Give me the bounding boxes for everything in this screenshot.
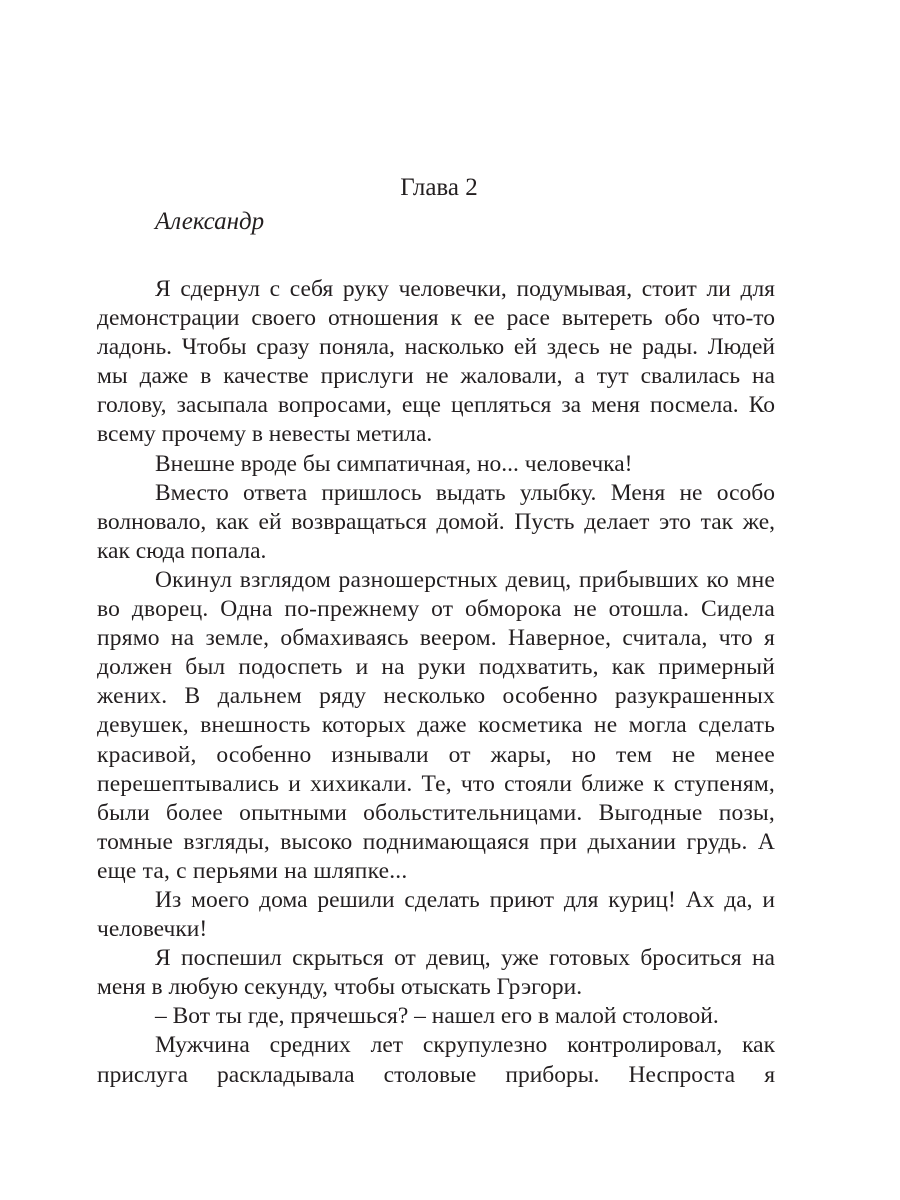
chapter-title: Глава 2 — [400, 174, 478, 201]
paragraph: Из моего дома решили сделать приют для куриц! Ах да, и человечки! — [97, 886, 775, 943]
paragraph: Внешне вроде бы симпатичная, но... человечка! — [155, 450, 633, 477]
pov-character-heading: Александр — [155, 208, 265, 235]
paragraph: Я поспешил скрыться от девиц, уже готовых броситься на меня в любую секунду, чтобы отыскать Грэгори. — [97, 945, 775, 1001]
paragraph: Окинул взглядом разношерстных девиц, прибывших ко мне во дворец. Одна по-прежнему от обморока не отошла. Сидела прямо на земле, обмахиваясь веером. Наверное, считала, что я должен был подоспеть и на руки подхватить, как примерный жених. В дальнем ряду несколько особенно разукрашенных девушек, внешность которых даже косметика не могла сделать красивой, особенно изнывали от жары, но тем не менее перешептывались и хихикали. Те, что стояли ближе к ступеням, были более опытными обольстительницами. Выгодные позы, томные взгляды, высоко поднимающаяся при дыхании грудь. А еще та, с перьями на шляпке... — [97, 566, 775, 884]
paragraph: Я сдернул с себя руку человечки, подумывая, стоит ли для демонстрации своего отношения к ее расе вытереть обо что-то ладонь. Чтобы сразу поняла, насколько ей здесь не рады. Людей мы даже в качестве прислуги не жаловали, а тут свалилась на голову, засыпала вопросами, еще цепляться за меня посмела. Ко всему прочему в невесты метила. — [97, 276, 775, 448]
paragraph: Мужчина средних лет скрупулезно контролировал, как прислуга раскладывала столовые приборы. Неспроста я — [97, 1032, 775, 1088]
book-page — [97, 172, 775, 1090]
chapter-body — [97, 275, 775, 1090]
dialogue-paragraph: – Вот ты где, прячешься? – нашел его в малой столовой. — [155, 1003, 719, 1030]
paragraph: Вместо ответа пришлось выдать улыбку. Меня не особо волновало, как ей возвращаться домой. Пусть делает это так же, как сюда попала. — [97, 479, 775, 564]
